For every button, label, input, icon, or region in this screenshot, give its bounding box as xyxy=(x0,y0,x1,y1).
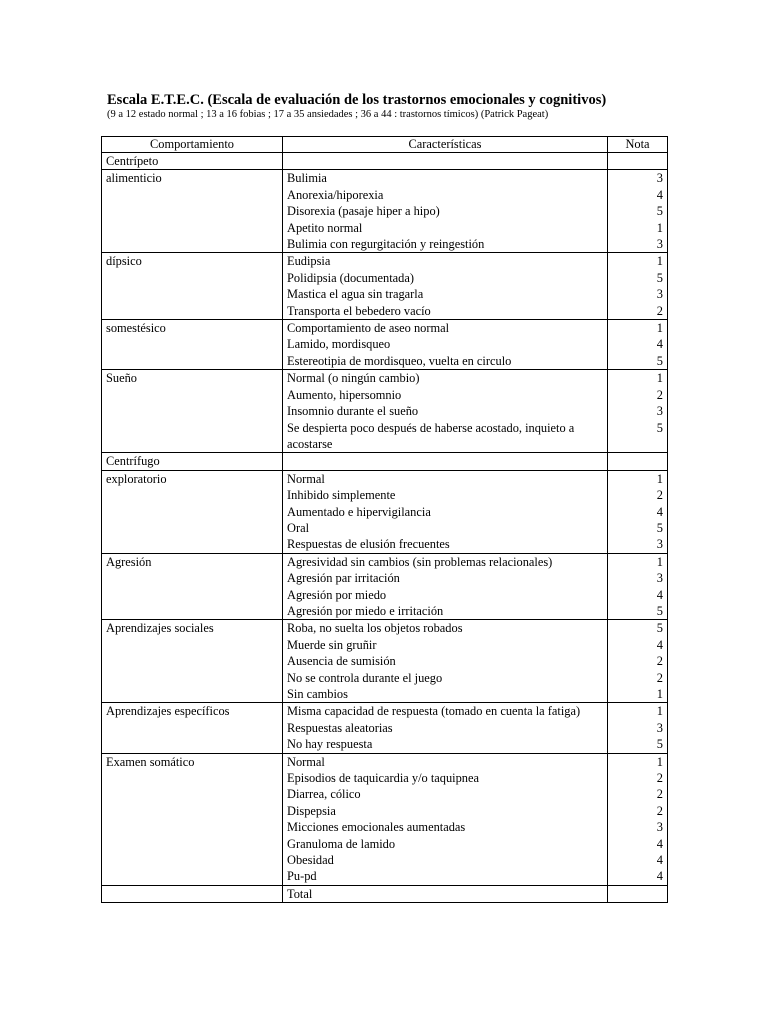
characteristic-item: Diarrea, cólico xyxy=(287,787,361,802)
score-value: 1 xyxy=(656,754,663,769)
score-value: 4 xyxy=(656,337,663,352)
characteristics-cell xyxy=(283,620,608,703)
characteristic-item: Roba, no suelta los objetos robados xyxy=(287,621,463,636)
table-row xyxy=(102,753,668,885)
characteristic-item: Pu-pd xyxy=(287,869,317,884)
score-value: 3 xyxy=(656,404,663,419)
characteristics-cell xyxy=(283,553,608,620)
total-label: Total xyxy=(283,885,608,902)
characteristic-item: Muerde sin gruñir xyxy=(287,637,377,652)
characteristic-item: Episodios de taquicardia y/o taquipnea xyxy=(287,771,480,786)
characteristics-cell xyxy=(283,703,608,753)
score-value: 1 xyxy=(656,371,663,386)
characteristic-item: Ausencia de sumisión xyxy=(287,654,396,669)
score-value: 1 xyxy=(656,704,663,719)
group-empty-cell xyxy=(283,453,608,470)
score-value: 2 xyxy=(656,787,663,802)
characteristic-item: Respuestas aleatorias xyxy=(287,720,393,735)
characteristic-item: Agresión por miedo e irritación xyxy=(287,603,444,618)
characteristics-cell xyxy=(283,320,608,370)
characteristic-item: Agresión por miedo xyxy=(287,587,387,602)
score-cell xyxy=(608,703,668,753)
document-subtitle: (9 a 12 estado normal ; 13 a 16 fobias ; 17 a 35 ansiedades ; 36 a 44 : trastornos tímicos) (Patrick Pageat) xyxy=(107,109,549,120)
characteristic-item: Aumento, hipersomnio xyxy=(287,387,402,402)
characteristic-item: Normal (o ningún cambio) xyxy=(287,371,420,386)
score-value: 5 xyxy=(656,603,663,618)
characteristic-item: Anorexia/hiporexia xyxy=(287,187,384,202)
characteristic-item: Insomnio durante el sueño xyxy=(287,404,419,419)
score-cell xyxy=(608,320,668,370)
score-value: 2 xyxy=(656,670,663,685)
group-empty-cell xyxy=(283,153,608,170)
behavior-cell: dípsico xyxy=(102,253,283,320)
score-value: 4 xyxy=(656,869,663,884)
behavior-cell: somestésico xyxy=(102,320,283,370)
score-cell xyxy=(608,470,668,553)
total-value[interactable] xyxy=(608,885,668,902)
score-value: 2 xyxy=(656,387,663,402)
characteristic-item: Apetito normal xyxy=(287,220,363,235)
group-row xyxy=(102,153,668,170)
header-characteristics: Características xyxy=(283,137,608,153)
score-cell xyxy=(608,253,668,320)
characteristic-item: Dispepsia xyxy=(287,803,336,818)
characteristic-item: Oral xyxy=(287,520,310,535)
score-cell xyxy=(608,620,668,703)
total-row xyxy=(102,885,668,902)
characteristics-cell xyxy=(283,470,608,553)
score-cell xyxy=(608,553,668,620)
characteristic-item: Estereotipia de mordisqueo, vuelta en circulo xyxy=(287,353,512,368)
characteristic-item: Se despierta poco después de haberse acostado, inquieto a acostarse xyxy=(287,420,575,451)
score-value: 5 xyxy=(656,737,663,752)
etec-scale-table xyxy=(101,136,668,903)
score-value: 1 xyxy=(656,687,663,701)
characteristic-item: Bulimia con regurgitación y reingestión xyxy=(287,237,485,252)
header-behavior: Comportamiento xyxy=(102,137,283,153)
characteristic-item: Bulimia xyxy=(287,171,327,186)
score-value: 4 xyxy=(656,637,663,652)
characteristics-cell xyxy=(283,253,608,320)
characteristic-item: Agresión par irritación xyxy=(287,571,400,586)
score-value: 4 xyxy=(656,187,663,202)
score-value: 3 xyxy=(656,720,663,735)
table-row xyxy=(102,370,668,453)
score-value: 5 xyxy=(656,270,663,285)
group-label: Centrífugo xyxy=(102,453,283,470)
group-empty-cell xyxy=(608,453,668,470)
characteristic-item: Obesidad xyxy=(287,853,334,868)
table-header-row xyxy=(102,137,668,153)
table-row xyxy=(102,253,668,320)
score-value: 4 xyxy=(656,836,663,851)
behavior-cell: Aprendizajes sociales xyxy=(102,620,283,703)
score-value: 1 xyxy=(656,554,663,569)
group-label: Centrípeto xyxy=(102,153,283,170)
characteristic-item: Disorexia (pasaje hiper a hipo) xyxy=(287,204,440,219)
score-value: 5 xyxy=(656,353,663,368)
header-score: Nota xyxy=(608,137,668,153)
characteristic-item: Sin cambios xyxy=(287,687,348,701)
score-value: 1 xyxy=(656,220,663,235)
score-cell xyxy=(608,170,668,253)
table-row xyxy=(102,703,668,753)
table-row xyxy=(102,170,668,253)
characteristic-item: Normal xyxy=(287,754,325,769)
score-value: 5 xyxy=(656,204,663,219)
characteristic-item: No se controla durante el juego xyxy=(287,670,443,685)
score-value: 2 xyxy=(656,803,663,818)
characteristic-item: Comportamiento de aseo normal xyxy=(287,321,450,336)
characteristic-item: Inhibido simplemente xyxy=(287,488,396,503)
characteristic-item: Normal xyxy=(287,471,325,486)
characteristic-item: Granuloma de lamido xyxy=(287,836,396,851)
score-cell xyxy=(608,753,668,885)
score-value: 1 xyxy=(656,321,663,336)
score-value: 2 xyxy=(656,654,663,669)
score-value: 2 xyxy=(656,303,663,318)
characteristic-item: Polidipsia (documentada) xyxy=(287,270,414,285)
score-value: 3 xyxy=(656,171,663,186)
table-row xyxy=(102,553,668,620)
characteristics-cell xyxy=(283,753,608,885)
group-empty-cell xyxy=(608,153,668,170)
score-value: 2 xyxy=(656,771,663,786)
behavior-cell: alimenticio xyxy=(102,170,283,253)
characteristic-item: Aumentado e hipervigilancia xyxy=(287,504,431,519)
table-row xyxy=(102,320,668,370)
score-value: 3 xyxy=(656,537,663,552)
characteristic-item: Misma capacidad de respuesta (tomado en cuenta la fatiga) xyxy=(287,704,581,719)
total-empty-cell xyxy=(102,885,283,902)
score-value: 1 xyxy=(656,254,663,269)
behavior-cell: Examen somático xyxy=(102,753,283,885)
characteristics-cell xyxy=(283,170,608,253)
score-value: 1 xyxy=(656,471,663,486)
score-value: 2 xyxy=(656,488,663,503)
characteristic-item: Transporta el bebedero vacío xyxy=(287,303,431,318)
behavior-cell: Sueño xyxy=(102,370,283,453)
score-value: 5 xyxy=(656,520,663,535)
characteristic-item: Micciones emocionales aumentadas xyxy=(287,820,466,835)
characteristic-item: No hay respuesta xyxy=(287,737,373,752)
characteristic-item: Mastica el agua sin tragarla xyxy=(287,287,424,302)
characteristic-item: Lamido, mordisqueo xyxy=(287,337,391,352)
score-value: 3 xyxy=(656,820,663,835)
score-value: 5 xyxy=(656,420,663,435)
score-value: 4 xyxy=(656,853,663,868)
score-cell xyxy=(608,370,668,453)
behavior-cell: Aprendizajes específicos xyxy=(102,703,283,753)
table-body xyxy=(102,153,668,903)
score-value: 3 xyxy=(656,237,663,252)
score-value: 3 xyxy=(656,571,663,586)
group-row xyxy=(102,453,668,470)
score-value: 5 xyxy=(656,621,663,636)
characteristic-item: Respuestas de elusión frecuentes xyxy=(287,537,450,552)
behavior-cell: exploratorio xyxy=(102,470,283,553)
characteristics-cell xyxy=(283,370,608,453)
behavior-cell: Agresión xyxy=(102,553,283,620)
table-row xyxy=(102,470,668,553)
score-value: 3 xyxy=(656,287,663,302)
characteristic-item: Agresividad sin cambios (sin problemas relacionales) xyxy=(287,554,553,569)
score-value: 4 xyxy=(656,504,663,519)
document-title: Escala E.T.E.C. (Escala de evaluación de los trastornos emocionales y cognitivos) xyxy=(107,92,607,108)
characteristic-item: Eudipsia xyxy=(287,254,331,269)
table-row xyxy=(102,620,668,703)
score-value: 4 xyxy=(656,587,663,602)
